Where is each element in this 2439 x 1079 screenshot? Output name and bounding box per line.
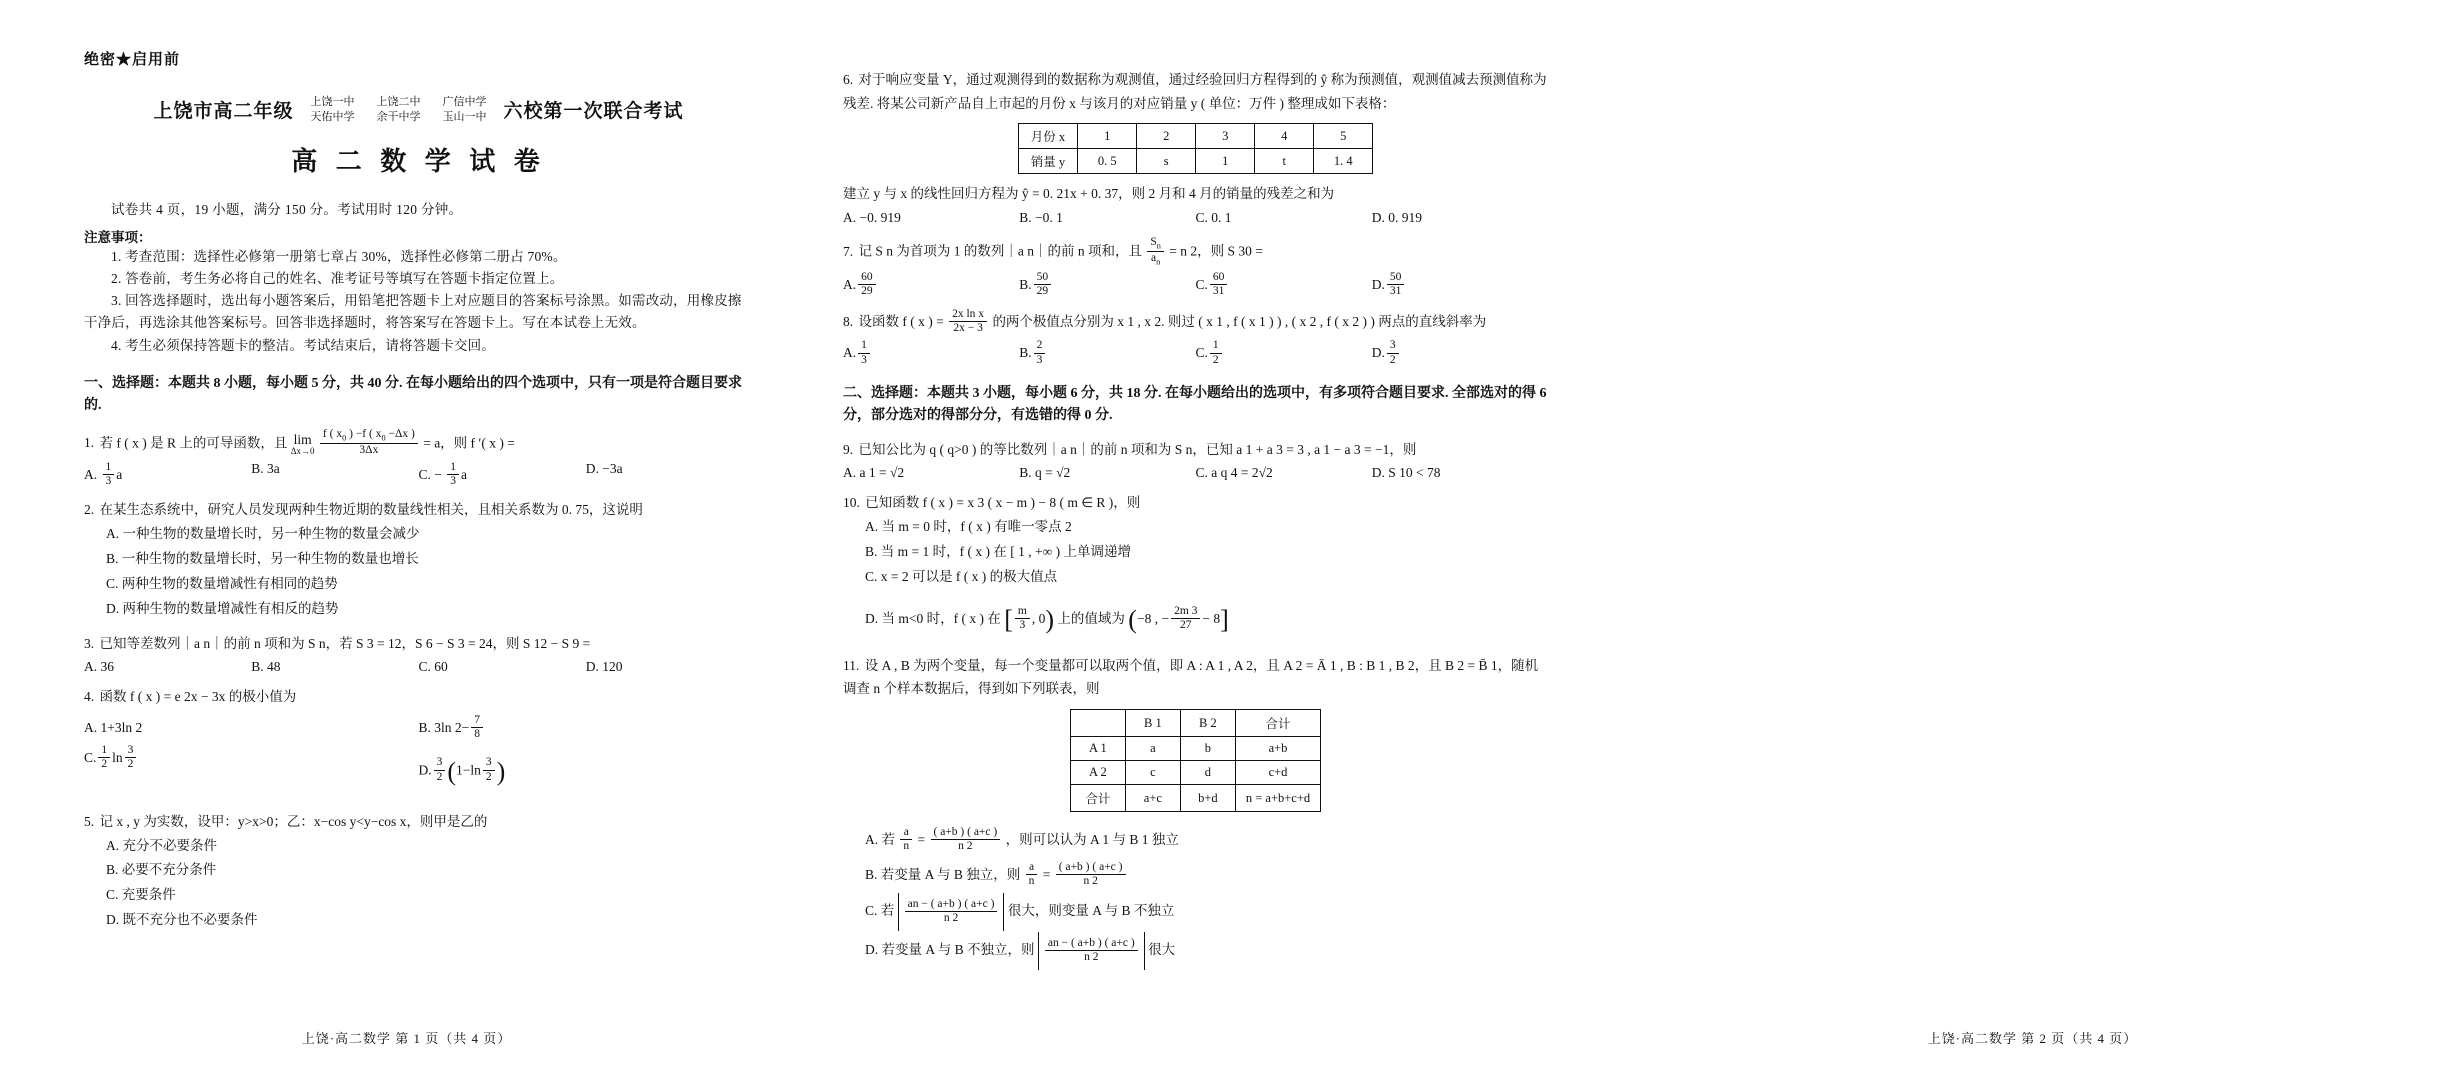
q6-cell-r0c2: 2 <box>1137 124 1196 149</box>
q8-option-d <box>1372 339 1548 366</box>
q8-option-a <box>843 339 1019 366</box>
q7-option-a <box>843 271 1019 298</box>
q6-cell-r1c1: 0. 5 <box>1078 149 1137 174</box>
q11-frac-d-den: n 2 <box>1084 951 1099 964</box>
q11-cell-r0c1: a <box>1125 737 1180 761</box>
q9-option-b: B. q = √2 <box>1019 465 1071 481</box>
paper-title-line <box>84 95 753 125</box>
q7-option-d <box>1372 271 1548 298</box>
question-5 <box>84 810 753 834</box>
q1-text-a: 若 f ( x ) 是 R 上的可导函数，且 <box>99 435 288 451</box>
q1-opt-c-label: C. − <box>418 466 442 482</box>
q6-cell-r0c3: 3 <box>1196 124 1255 149</box>
q6-cell-r0c4: 4 <box>1255 124 1314 149</box>
q6-cell-r1c5: 1. 4 <box>1314 149 1373 174</box>
q4-opt-c-frac2: $\frac{3}{2}$ <box>125 744 137 771</box>
q6-cell-r0c0: 月份 x <box>1018 124 1077 149</box>
secret-label: 绝密★启用前 <box>84 52 181 68</box>
q4-opt-b-label: B. 3ln 2− <box>418 720 470 736</box>
q11-cell-r1c3: c+d <box>1235 761 1320 785</box>
q10-number: 10. <box>843 495 860 511</box>
q6-cell-r0c5: 5 <box>1314 124 1373 149</box>
q10-opt-d-post: 上的值域为 <box>1057 610 1125 626</box>
q3-number: 3. <box>84 635 95 651</box>
q11-opt-a-tail: ，则可以认为 A 1 与 B 1 独立 <box>1005 832 1179 848</box>
q8-opt-b-label: B. <box>1019 345 1032 361</box>
q8-opt-c-num: 1 <box>1210 339 1222 353</box>
q6-options <box>843 210 1548 226</box>
q7-text-b: = n 2，则 S 30 = <box>1169 243 1263 259</box>
q10-opt-d-right2: − 8 <box>1202 610 1221 626</box>
q11-frac-prod-2-den: n 2 <box>1083 875 1098 888</box>
q11-frac-prod-1-num: ( a+b ) ( a+c ) <box>931 826 1001 840</box>
q11-cell-r1c1: c <box>1125 761 1180 785</box>
q11-cell-r0c0: A 1 <box>1070 737 1125 761</box>
q10-opt-d-right1: −8 , − <box>1136 610 1170 626</box>
q7-opt-c-den: 31 <box>1212 284 1225 297</box>
school-5: 玉山一中 <box>442 110 487 123</box>
q6-cell-r0c1: 1 <box>1078 124 1137 149</box>
question-2 <box>84 498 753 522</box>
q5-option-b: B. 必要不充分条件 <box>106 862 217 878</box>
footer-left: 上饶·高二数学 第 1 页（共 4 页） <box>301 1031 512 1046</box>
q2-text: 在某生态系统中，研究人员发现两种生物近期的数量线性相关，且相关系数为 0. 75，这说明 <box>99 502 643 518</box>
q11-number: 11. <box>843 657 860 673</box>
q1-fraction: $\frac{f ( x_0 ) -f ( x_0 -\Delta x )}{3\Delta x}$ <box>320 428 418 457</box>
q2-option-b: B. 一种生物的数量增长时，另一种生物的数量也增长 <box>106 550 419 566</box>
title-suffix: 六校第一次联合考试 <box>503 101 684 123</box>
notice-item-1: 1. 考查范围：选择性必修第一册第七章占 30%，选择性必修第二册占 70%。 <box>111 248 567 264</box>
q10-frac-num: 2m 3 <box>1171 605 1200 619</box>
q1-options <box>84 461 753 488</box>
table-row <box>1018 149 1372 174</box>
q4-option-a: A. 1+3ln 2 <box>84 720 143 736</box>
q6-cell-r1c2: s <box>1137 149 1196 174</box>
q7-text-a: 记 S n 为首项为 1 的数列｜a n｜的前 n 项和，且 <box>858 243 1142 259</box>
q6-table <box>1018 123 1373 174</box>
q11-frac-a-num: a <box>900 826 912 840</box>
q6-option-b: B. −0. 1 <box>1019 209 1063 225</box>
q11-frac-b-a-n <box>1026 861 1038 888</box>
q4-opt-d-paren-close: ) <box>496 756 506 786</box>
q9-option-c: C. a q 4 = 2√2 <box>1195 465 1273 481</box>
q8-opt-d-num: 3 <box>1387 339 1399 353</box>
table-row <box>1070 710 1320 737</box>
q3-text: 已知等差数列｜a n｜的前 n 项和为 S n，若 S 3 = 12，S 6 − S 3 = 24，则 S 12 − S 9 = <box>99 635 591 651</box>
q8-opt-a-frac <box>858 339 870 366</box>
question-7 <box>843 236 1548 267</box>
q7-opt-d-label: D. <box>1371 276 1385 292</box>
q8-option-c <box>1196 339 1372 366</box>
q2-option-c: C. 两种生物的数量增减性有相同的趋势 <box>106 575 338 591</box>
q11-head-0 <box>1070 710 1125 737</box>
q5-option-c: C. 充要条件 <box>106 887 176 903</box>
q8-fraction <box>949 308 987 335</box>
q7-opt-a-frac <box>858 271 876 298</box>
q11-opt-d-tail: 很大 <box>1148 942 1176 958</box>
q10-option-b: B. 当 m = 1 时，f ( x ) 在 [ 1 , +∞ ) 上单调递增 <box>865 543 1131 559</box>
q7-opt-b-den: 29 <box>1036 284 1049 297</box>
q11-opt-d-pre: D. 若变量 A 与 B 不独立，则 <box>865 942 1035 958</box>
q4-opt-c-label: C. <box>84 749 97 765</box>
q11-frac-d-num: an − ( a+b ) ( a+c ) <box>1045 937 1138 951</box>
q7-opt-a-label: A. <box>843 276 857 292</box>
q4-text: 函数 f ( x ) = e 2x − 3x 的极小值为 <box>99 689 297 705</box>
q10-option-d <box>843 596 1548 644</box>
q11-abs-1 <box>898 893 1005 931</box>
section-2-heading: 二、选择题：本题共 3 小题，每小题 6 分，共 18 分. 在每小题给出的选项中，有多项符合题目要求. 全部选对的得 6 分，部分选对的得部分分，有选错的得 0 分. <box>843 385 1547 424</box>
q1-number: 1. <box>84 435 95 451</box>
q10-opt-d-pre: D. 当 m<0 时，f ( x ) 在 <box>865 610 1001 626</box>
q10-bracket-open: [ <box>1004 604 1013 634</box>
q11-text: 设 A , B 为两个变量，每一个变量都可以取两个值，即 A : A 1 , A 2，且 A 2 = Ā 1 , B : B 1 , B 2，且 B 2 = B̄ 1，随机调查 n 个样本数据后，得到如下列联表，则 <box>843 657 1539 697</box>
page-title: 高 二 数 学 试 卷 <box>291 146 546 176</box>
q8-text-b: 的两个极值点分别为 x 1 , x 2. 则过 ( x 1 , f ( x 1 ) ) , ( x 2 , f ( x 2 ) ) 两点的直线斜率为 <box>992 313 1487 329</box>
q11-head-1: B 1 <box>1125 710 1180 737</box>
q4-opt-b-frac: $\frac{7}{8}$ <box>471 714 483 741</box>
question-4 <box>84 685 753 709</box>
q6-cell-r1c3: 1 <box>1196 149 1255 174</box>
q1-limit-sub: Δx→0 <box>290 445 315 456</box>
q8-opt-d-frac <box>1387 339 1399 366</box>
question-1 <box>84 428 753 457</box>
q6-text: 对于响应变量 Y，通过观测得到的数据称为观测值，通过经验回归方程得到的 ŷ 称为预测值，观测值减去预测值称为残差. 将某公司新产品自上市起的月份 x 与该月的对应销量 y ( 单位：万件 ) 整理成如下表格： <box>843 72 1547 111</box>
q11-cell-r2c3: n = a+b+c+d <box>1235 785 1320 812</box>
q5-option-a: A. 充分不必要条件 <box>106 837 217 853</box>
q2-number: 2. <box>84 502 95 518</box>
q11-cell-r1c2: d <box>1180 761 1235 785</box>
table-row <box>1070 785 1320 812</box>
q10-option-c: C. x = 2 可以是 f ( x ) 的极大值点 <box>865 568 1058 584</box>
q11-frac-b-den: n <box>1028 875 1035 888</box>
q6-option-c: C. 0. 1 <box>1195 209 1232 225</box>
q11-opt-c-pre: C. 若 <box>865 903 895 919</box>
q6-number: 6. <box>843 72 854 87</box>
q7-opt-b-num: 50 <box>1034 271 1052 285</box>
section-1-heading: 一、选择题：本题共 8 小题，每小题 5 分，共 40 分. 在每小题给出的四个选项中，只有一项是符合题目要求的. <box>84 376 742 414</box>
q8-option-b <box>1019 339 1195 366</box>
q9-text: 已知公比为 q ( q>0 ) 的等比数列｜a n｜的前 n 项和为 S n，已知 a 1 + a 3 = 3 , a 1 − a 3 = −1，则 <box>858 441 1417 457</box>
q9-option-d: D. S 10 < 78 <box>1371 465 1441 481</box>
q11-option-d <box>843 931 1548 970</box>
q1-limit: lim Δx→0 <box>290 432 315 456</box>
page-column-left <box>0 0 813 1079</box>
q4-option-d: D. $\frac{3}{2}$ (1−ln $\frac{3}{2}$ ) <box>419 743 754 800</box>
q3-option-d: D. 120 <box>585 659 623 675</box>
q11-frac-c <box>905 898 998 925</box>
exam-info: 试卷共 4 页，19 小题，满分 150 分。考试用时 120 分钟。 <box>111 201 463 217</box>
q11-head-3: 合计 <box>1235 710 1320 737</box>
q11-opt-c-tail: 很大，则变量 A 与 B 不独立 <box>1007 903 1175 919</box>
q4-opt-d-frac1: $\frac{3}{2}$ <box>434 756 446 783</box>
q4-number: 4. <box>84 689 95 705</box>
q7-opt-d-num: 50 <box>1387 271 1405 285</box>
q6-option-d: D. 0. 919 <box>1371 209 1422 225</box>
q1-option-c <box>419 461 586 488</box>
q8-opt-c-frac <box>1210 339 1222 366</box>
q11-frac-prod-1-den: n 2 <box>958 840 973 853</box>
table-row <box>1018 124 1372 149</box>
q10-opt-d-mid: , 0 <box>1031 610 1046 626</box>
q11-opt-a-pre: A. 若 <box>865 832 895 848</box>
q8-opt-b-num: 2 <box>1034 339 1046 353</box>
q8-opt-d-label: D. <box>1371 345 1385 361</box>
q4-option-c <box>84 743 419 800</box>
q6-cell-r1c0: 销量 y <box>1018 149 1077 174</box>
q1-opt-c-tail: a <box>461 466 467 482</box>
q8-number: 8. <box>843 313 854 329</box>
school-0: 上饶一中 <box>310 96 355 108</box>
q1-opt-a-frac: $\frac{1}{3}$ <box>103 461 115 488</box>
q10-paren-close: ] <box>1220 604 1229 634</box>
question-3 <box>84 632 753 656</box>
q1-opt-a-label: A. <box>84 466 98 482</box>
q11-frac-prod-1 <box>931 826 1001 853</box>
q7-opt-a-den: 29 <box>861 284 873 297</box>
q11-option-a: A. 若 $\frac{a}{n}$ = $\frac{( a+b ) ( a+c )}{n 2}$ ，则可以认为 A 1 与 B 1 独立 <box>865 826 1179 853</box>
q4-opt-d-label: D. <box>418 762 432 778</box>
q11-cell-r1c0: A 2 <box>1070 761 1125 785</box>
q1-opt-a-tail: a <box>116 466 123 482</box>
q7-opt-a-num: 60 <box>858 271 876 285</box>
question-11 <box>843 654 1548 701</box>
q8-opt-d-den: 2 <box>1389 353 1396 366</box>
q7-opt-b-label: B. <box>1019 276 1032 292</box>
table-row <box>1070 761 1320 785</box>
notice-item-2: 2. 答卷前，考生务必将自己的姓名、准考证号等填写在答题卡指定位置上。 <box>111 270 564 286</box>
q10-frac-2m3-27 <box>1171 605 1200 632</box>
page-column-right <box>813 0 2138 1079</box>
notice-head: 注意事项： <box>84 229 152 245</box>
q11-frac-a-n <box>900 826 912 853</box>
question-6 <box>843 68 1548 115</box>
q4-opt-c-mid: ln <box>112 749 123 765</box>
q8-opt-b-den: 3 <box>1036 353 1043 366</box>
q11-frac-prod-2 <box>1056 861 1126 888</box>
q5-option-d: D. 既不充分也不必要条件 <box>106 912 258 928</box>
q9-number: 9. <box>843 441 854 457</box>
q4-opt-d-paren-open: ( <box>447 756 457 786</box>
q6-option-a: A. −0. 919 <box>843 209 901 225</box>
q11-head-2: B 2 <box>1180 710 1235 737</box>
q8-opt-c-den: 2 <box>1212 353 1219 366</box>
school-3: 天佑中学 <box>310 110 355 123</box>
q7-number: 7. <box>843 243 854 259</box>
q8-frac-num: 2x ln x <box>949 308 987 322</box>
q11-cell-r0c2: b <box>1180 737 1235 761</box>
q10-text: 已知函数 f ( x ) = x 3 ( x − m ) − 8 ( m ∈ R )，则 <box>865 495 1141 511</box>
notice-item-3: 3. 回答选择题时，选出每小题答案后，用铅笔把答题卡上对应题目的答案标号涂黑。如需改动，用橡皮擦干净后，再选涂其他答案标号。回答非选择题时，将答案写在答题卡上。写在本试卷上无效。 <box>84 293 742 331</box>
q11-frac-c-den: n 2 <box>943 912 959 925</box>
q1-option-a <box>84 461 251 488</box>
q6-cell-r1c4: t <box>1255 149 1314 174</box>
question-10 <box>843 491 1548 515</box>
q8-text-a: 设函数 f ( x ) = <box>858 313 944 329</box>
q8-opt-b-frac <box>1034 339 1046 366</box>
q5-text: 记 x , y 为实数，设甲：y>x>0；乙：x−cos y<y−cos x，则甲是乙的 <box>99 813 488 829</box>
q8-opt-a-den: 3 <box>861 353 867 366</box>
q7-opt-c-num: 60 <box>1210 271 1228 285</box>
q7-opt-d-den: 31 <box>1389 284 1402 297</box>
school-list <box>300 95 498 125</box>
school-4: 余干中学 <box>376 110 421 123</box>
q4-option-b <box>419 713 754 743</box>
q3-option-b: B. 48 <box>251 659 281 675</box>
q11-abs-2 <box>1038 932 1145 970</box>
q1-option-b: B. 3a <box>251 460 280 476</box>
q11-cell-r2c0: 合计 <box>1070 785 1125 812</box>
q11-frac-c-num: an − ( a+b ) ( a+c ) <box>905 898 998 912</box>
q10-option-a: A. 当 m = 0 时，f ( x ) 有唯一零点 2 <box>865 518 1072 534</box>
q11-option-c <box>843 892 1548 931</box>
q7-opt-d-frac <box>1387 271 1405 298</box>
q3-option-a: A. 36 <box>84 659 114 675</box>
table-row <box>1070 737 1320 761</box>
q2-option-a: A. 一种生物的数量增长时，另一种生物的数量会减少 <box>106 525 420 541</box>
q7-option-b <box>1019 271 1195 298</box>
q10-frac-den: 27 <box>1179 619 1192 632</box>
q11-frac-prod-2-num: ( a+b ) ( a+c ) <box>1056 861 1126 875</box>
q8-options <box>843 339 1548 366</box>
q4-opt-c-frac1: $\frac{1}{2}$ <box>98 744 110 771</box>
q11-option-b: B. 若变量 A 与 B 独立，则 $\frac{a}{n}$ = $\frac{( a+b ) ( a+c )}{n 2}$ <box>843 857 1548 892</box>
q7-opt-c-frac <box>1210 271 1228 298</box>
q7-fraction: $\frac{S_n}{a_n}$ <box>1147 236 1164 267</box>
q8-opt-a-label: A. <box>843 345 857 361</box>
footer-right: 上饶·高二数学 第 2 页（共 4 页） <box>1927 1031 2138 1046</box>
school-1: 上饶二中 <box>376 96 421 108</box>
title-prefix: 上饶市高二年级 <box>153 101 294 123</box>
q10-paren-open: ( <box>1128 604 1137 634</box>
question-8 <box>843 308 1548 335</box>
q8-frac-den: 2x − 3 <box>953 322 983 335</box>
q3-option-c: C. 60 <box>418 659 448 675</box>
q1-opt-c-frac: $\frac{1}{3}$ <box>447 461 459 488</box>
q7-opt-b-frac <box>1034 271 1052 298</box>
q6-tail: 建立 y 与 x 的线性回归方程为 ŷ = 0. 21x + 0. 37，则 2 月和 4 月的销量的残差之和为 <box>843 186 1335 202</box>
q10-frac-m3: $\frac{m}{3}$ <box>1015 605 1030 632</box>
q1-text-b: = a，则 f ′( x ) = <box>423 435 515 451</box>
q7-opt-c-label: C. <box>1195 276 1208 292</box>
q2-option-d: D. 两种生物的数量增减性有相反的趋势 <box>106 600 339 616</box>
q8-opt-a-num: 1 <box>858 339 870 353</box>
q11-cell-r2c2: b+d <box>1180 785 1235 812</box>
q11-frac-b-num: a <box>1026 861 1038 875</box>
q1-option-d: D. −3a <box>585 460 623 476</box>
q9-options <box>843 465 1548 481</box>
q3-options <box>84 659 753 675</box>
q7-options <box>843 271 1548 298</box>
q11-cell-r2c1: a+c <box>1125 785 1180 812</box>
q11-cell-r0c3: a+b <box>1235 737 1320 761</box>
q4-options <box>84 713 753 800</box>
q10-bracket-close: ) <box>1045 604 1055 634</box>
q9-option-a: A. a 1 = √2 <box>843 465 905 481</box>
q11-opt-b-pre: B. 若变量 A 与 B 独立，则 <box>865 867 1021 883</box>
q11-table <box>1070 709 1321 812</box>
q11-frac-d <box>1045 937 1138 964</box>
q11-frac-a-den: n <box>903 840 910 853</box>
q8-opt-c-label: C. <box>1195 345 1208 361</box>
q5-number: 5. <box>84 813 95 829</box>
notice-item-4: 4. 考生必须保持答题卡的整洁。考试结束后，请将答题卡交回。 <box>111 337 495 353</box>
question-9 <box>843 438 1548 462</box>
q7-option-c <box>1196 271 1372 298</box>
school-2: 广信中学 <box>442 96 487 108</box>
q4-opt-d-frac2: $\frac{3}{2}$ <box>483 756 495 783</box>
